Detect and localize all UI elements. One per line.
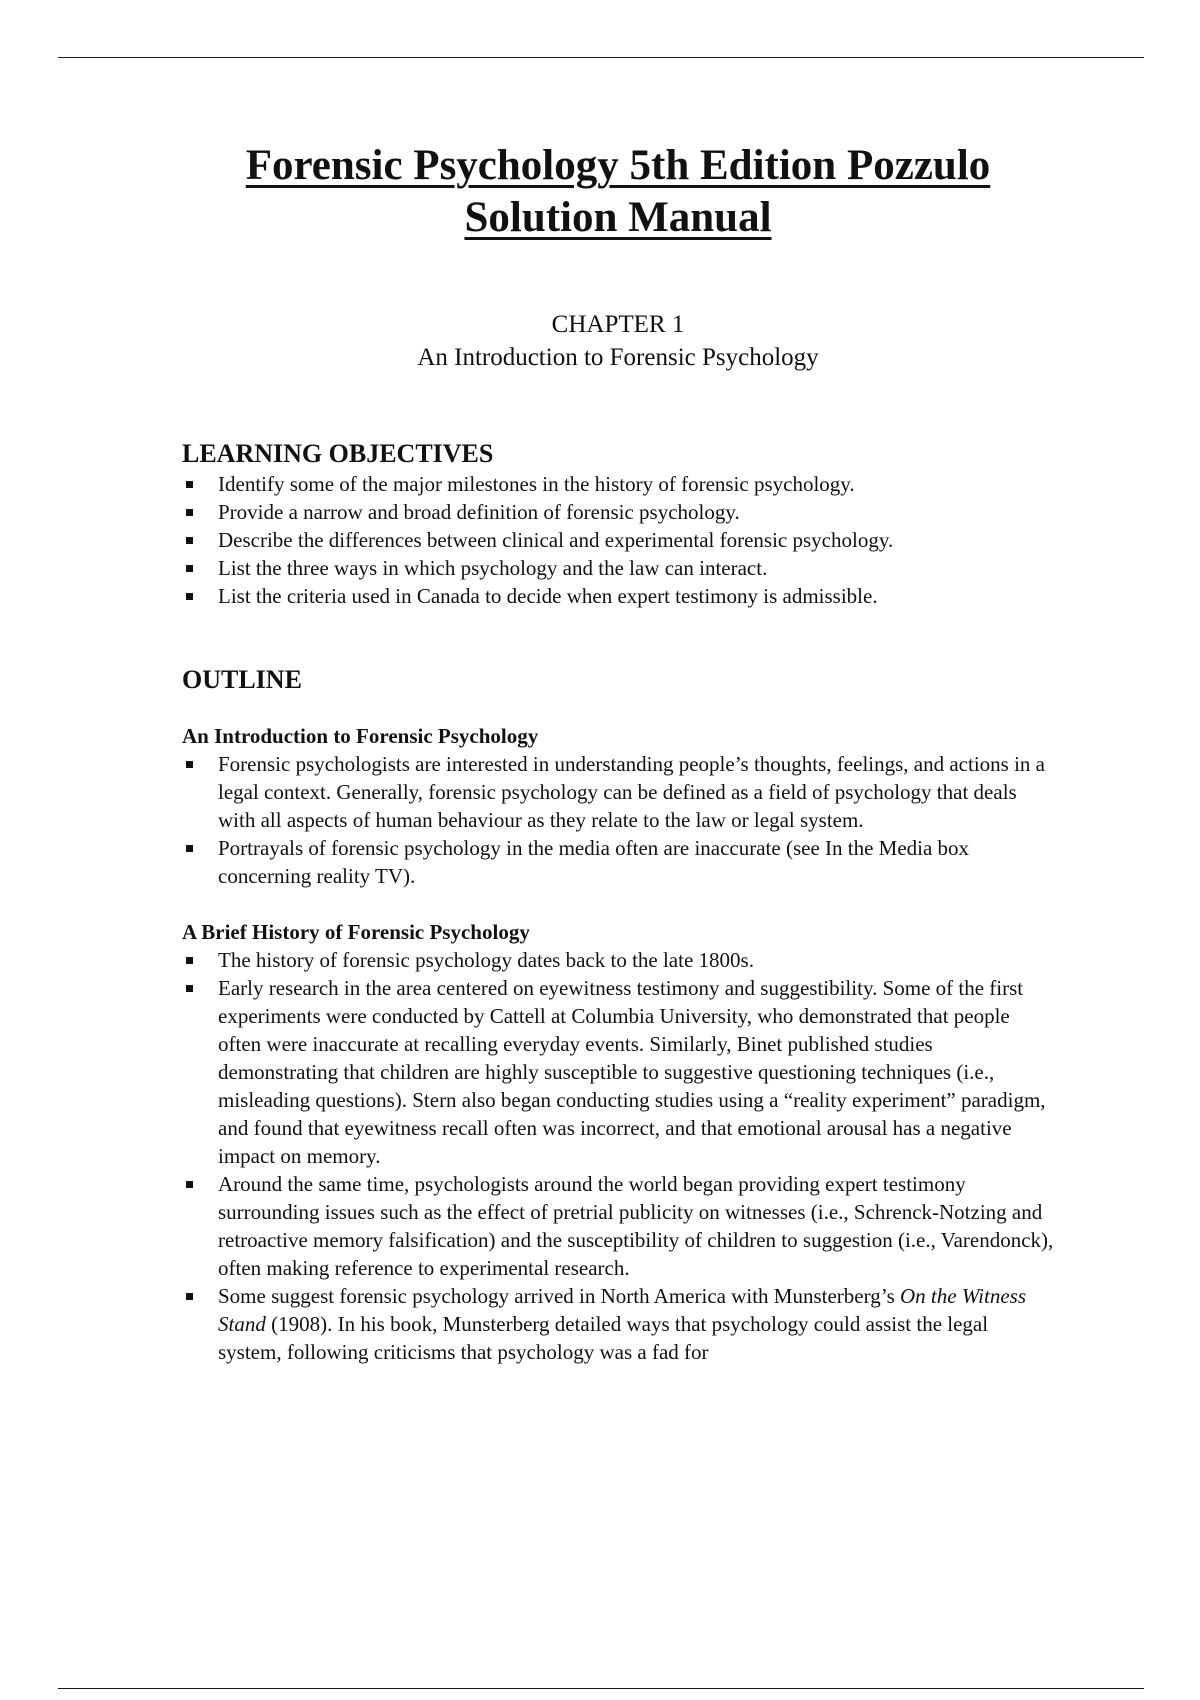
outline-text: Around the same time, psychologists around the world began providing expert testimony surrounding issues such as the effect of pretrial publicity on witnesses (i.e., Schrenck-Notzing and retroactive memory falsification) and the susceptibility of children to suggestion (i.e., Varendonck), often making reference to experimental research. [218, 1172, 1054, 1280]
outline-subheading-history: A Brief History of Forensic Psychology [182, 920, 530, 944]
bullet-icon [186, 537, 193, 544]
bullet-icon [186, 985, 193, 992]
list-item [182, 498, 1054, 526]
top-rule [58, 57, 1144, 58]
outline-text: Portrayals of forensic psychology in the media often are inaccurate (see In the Media box concerning reality TV). [218, 836, 970, 888]
bullet-icon [186, 957, 193, 964]
list-item [182, 470, 1054, 498]
chapter-header [182, 308, 1054, 374]
objectives-heading: LEARNING OBJECTIVES [182, 439, 494, 468]
objective-text: Identify some of the major milestones in the history of forensic psychology. [218, 472, 855, 496]
outline-text: Early research in the area centered on eyewitness testimony and suggestibility. Some of the first experiments were conducted by Cattell at Columbia University, who demonstrated that people often were inaccurate at recalling everyday events. Similarly, Binet published studies demonstrating that children are highly susceptible to suggestive questioning techniques (i.e., misleading questions). Stern also began conducting studies using a “reality experiment” paradigm, and found that eyewitness recall often was incorrect, and that emotional arousal has a negative impact on memory. [218, 976, 1046, 1168]
outline-text: Forensic psychologists are interested in understanding people’s thoughts, feelings, and actions in a legal context. Generally, forensic psychology can be defined as a field of psychology that deals with all aspects of human behaviour as they relate to the law or legal system. [218, 752, 1045, 832]
list-item [182, 554, 1054, 582]
outline-heading: OUTLINE [182, 665, 302, 694]
outline-text-before: Some suggest forensic psychology arrived in North America with Munsterberg’s [218, 1284, 900, 1308]
history-list [182, 946, 1054, 1366]
book-title: On the Witness Stand [218, 1284, 1026, 1336]
list-item [182, 526, 1054, 554]
title-line-1: Forensic Psychology 5th Edition Pozzulo [245, 142, 991, 189]
list-item [182, 974, 1054, 1170]
objectives-list [182, 470, 1054, 610]
bullet-icon [186, 481, 193, 488]
bullet-icon [186, 845, 193, 852]
bullet-icon [186, 761, 193, 768]
list-item [182, 750, 1054, 834]
outline-text-after: (1908). In his book, Munsterberg detailed ways that psychology could assist the legal system, following criticisms that psychology was a fad for [218, 1312, 989, 1364]
document-title [182, 130, 1054, 244]
objective-text: Provide a narrow and broad definition of forensic psychology. [218, 500, 740, 524]
bullet-icon [186, 509, 193, 516]
outline-subheading-intro: An Introduction to Forensic Psychology [182, 724, 539, 748]
outline-text: The history of forensic psychology dates back to the late 1800s. [218, 948, 754, 972]
bullet-icon [186, 1293, 193, 1300]
title-line-2: Solution Manual [464, 194, 772, 241]
list-item [182, 1170, 1054, 1282]
bullet-icon [186, 1181, 193, 1188]
intro-list [182, 750, 1054, 890]
list-item [182, 1282, 1054, 1366]
objective-text: List the criteria used in Canada to decide when expert testimony is admissible. [218, 584, 878, 608]
bullet-icon [186, 565, 193, 572]
list-item [182, 582, 1054, 610]
chapter-title: An Introduction to Forensic Psychology [417, 344, 819, 371]
document-page [182, 130, 1054, 1366]
list-item [182, 834, 1054, 890]
chapter-label: CHAPTER 1 [551, 311, 685, 338]
bottom-rule [58, 1688, 1144, 1689]
objective-text: List the three ways in which psychology and the law can interact. [218, 556, 768, 580]
bullet-icon [186, 593, 193, 600]
objective-text: Describe the differences between clinical and experimental forensic psychology. [218, 528, 894, 552]
list-item [182, 946, 1054, 974]
